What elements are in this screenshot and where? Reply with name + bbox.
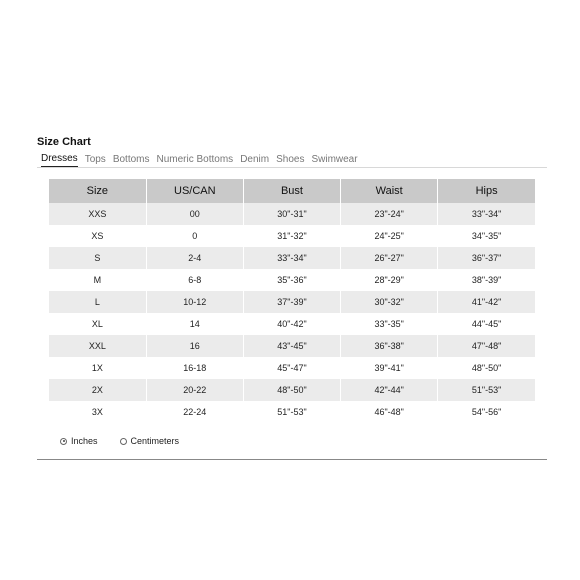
tab-denim[interactable]: Denim	[240, 154, 270, 165]
column-header-waist: Waist	[341, 179, 438, 203]
table-cell-waist: 42"-44"	[341, 379, 438, 401]
table-cell-bust: 37"-39"	[243, 291, 340, 313]
table-cell-waist: 24"-25"	[341, 225, 438, 247]
table-cell-bust: 33"-34"	[243, 247, 340, 269]
table-cell-size: XXL	[49, 335, 146, 357]
centimeters-radio[interactable]	[120, 438, 127, 445]
size-chart	[37, 135, 547, 446]
table-cell-size: S	[49, 247, 146, 269]
table-cell-size: 1X	[49, 357, 146, 379]
inches-radio[interactable]	[60, 438, 67, 445]
table-row	[49, 247, 535, 269]
unit-option-inches[interactable]	[60, 436, 98, 446]
tab-tops[interactable]: Tops	[84, 154, 106, 165]
table-cell-size: 2X	[49, 379, 146, 401]
table-cell-bust: 31"-32"	[243, 225, 340, 247]
table-cell-size: XL	[49, 313, 146, 335]
column-header-size: Size	[49, 179, 146, 203]
table-header-row	[49, 179, 535, 203]
unit-toggle	[60, 436, 547, 446]
table-cell-bust: 45"-47"	[243, 357, 340, 379]
table-row	[49, 291, 535, 313]
category-tabs	[37, 152, 547, 168]
divider	[37, 459, 547, 460]
table-cell-size: L	[49, 291, 146, 313]
table-cell-size: XS	[49, 225, 146, 247]
column-header-bust: Bust	[243, 179, 340, 203]
size-table	[49, 179, 535, 423]
size-table-body	[49, 203, 535, 423]
table-cell-bust: 30"-31"	[243, 203, 340, 225]
table-cell-waist: 30"-32"	[341, 291, 438, 313]
table-cell-us-can: 2-4	[146, 247, 243, 269]
size-chart-title: Size Chart	[37, 136, 91, 148]
table-row	[49, 203, 535, 225]
table-cell-waist: 39"-41"	[341, 357, 438, 379]
table-cell-size: XXS	[49, 203, 146, 225]
table-row	[49, 225, 535, 247]
table-cell-bust: 35"-36"	[243, 269, 340, 291]
table-cell-size: M	[49, 269, 146, 291]
column-header-hips: Hips	[438, 179, 535, 203]
table-cell-us-can: 16	[146, 335, 243, 357]
table-cell-us-can: 6-8	[146, 269, 243, 291]
table-cell-us-can: 00	[146, 203, 243, 225]
tab-bottoms[interactable]: Bottoms	[112, 154, 150, 165]
size-table-container	[49, 179, 535, 423]
table-cell-us-can: 16-18	[146, 357, 243, 379]
table-cell-us-can: 0	[146, 225, 243, 247]
table-cell-hips: 51"-53"	[438, 379, 535, 401]
table-row	[49, 357, 535, 379]
table-cell-bust: 51"-53"	[243, 401, 340, 423]
table-cell-waist: 36"-38"	[341, 335, 438, 357]
table-cell-hips: 34"-35"	[438, 225, 535, 247]
table-cell-us-can: 10-12	[146, 291, 243, 313]
table-row	[49, 313, 535, 335]
table-cell-us-can: 22-24	[146, 401, 243, 423]
table-cell-bust: 40"-42"	[243, 313, 340, 335]
table-cell-waist: 26"-27"	[341, 247, 438, 269]
table-cell-hips: 41"-42"	[438, 291, 535, 313]
tab-dresses[interactable]: Dresses	[41, 153, 78, 167]
inches-label: Inches	[71, 436, 98, 446]
table-cell-us-can: 14	[146, 313, 243, 335]
table-row	[49, 401, 535, 423]
table-cell-hips: 54"-56"	[438, 401, 535, 423]
tab-swimwear[interactable]: Swimwear	[311, 154, 358, 165]
tab-shoes[interactable]: Shoes	[276, 154, 305, 165]
table-row	[49, 379, 535, 401]
table-cell-bust: 43"-45"	[243, 335, 340, 357]
table-cell-hips: 36"-37"	[438, 247, 535, 269]
table-cell-waist: 33"-35"	[341, 313, 438, 335]
table-cell-hips: 38"-39"	[438, 269, 535, 291]
table-cell-waist: 46"-48"	[341, 401, 438, 423]
table-cell-waist: 28"-29"	[341, 269, 438, 291]
table-cell-us-can: 20-22	[146, 379, 243, 401]
table-row	[49, 269, 535, 291]
tab-numeric-bottoms[interactable]: Numeric Bottoms	[156, 154, 234, 165]
table-cell-waist: 23"-24"	[341, 203, 438, 225]
table-cell-hips: 48"-50"	[438, 357, 535, 379]
table-cell-size: 3X	[49, 401, 146, 423]
table-cell-hips: 47"-48"	[438, 335, 535, 357]
column-header-us-can: US/CAN	[146, 179, 243, 203]
table-cell-hips: 44"-45"	[438, 313, 535, 335]
table-cell-bust: 48"-50"	[243, 379, 340, 401]
unit-option-centimeters[interactable]	[120, 436, 180, 446]
table-cell-hips: 33"-34"	[438, 203, 535, 225]
centimeters-label: Centimeters	[130, 436, 180, 446]
table-row	[49, 335, 535, 357]
